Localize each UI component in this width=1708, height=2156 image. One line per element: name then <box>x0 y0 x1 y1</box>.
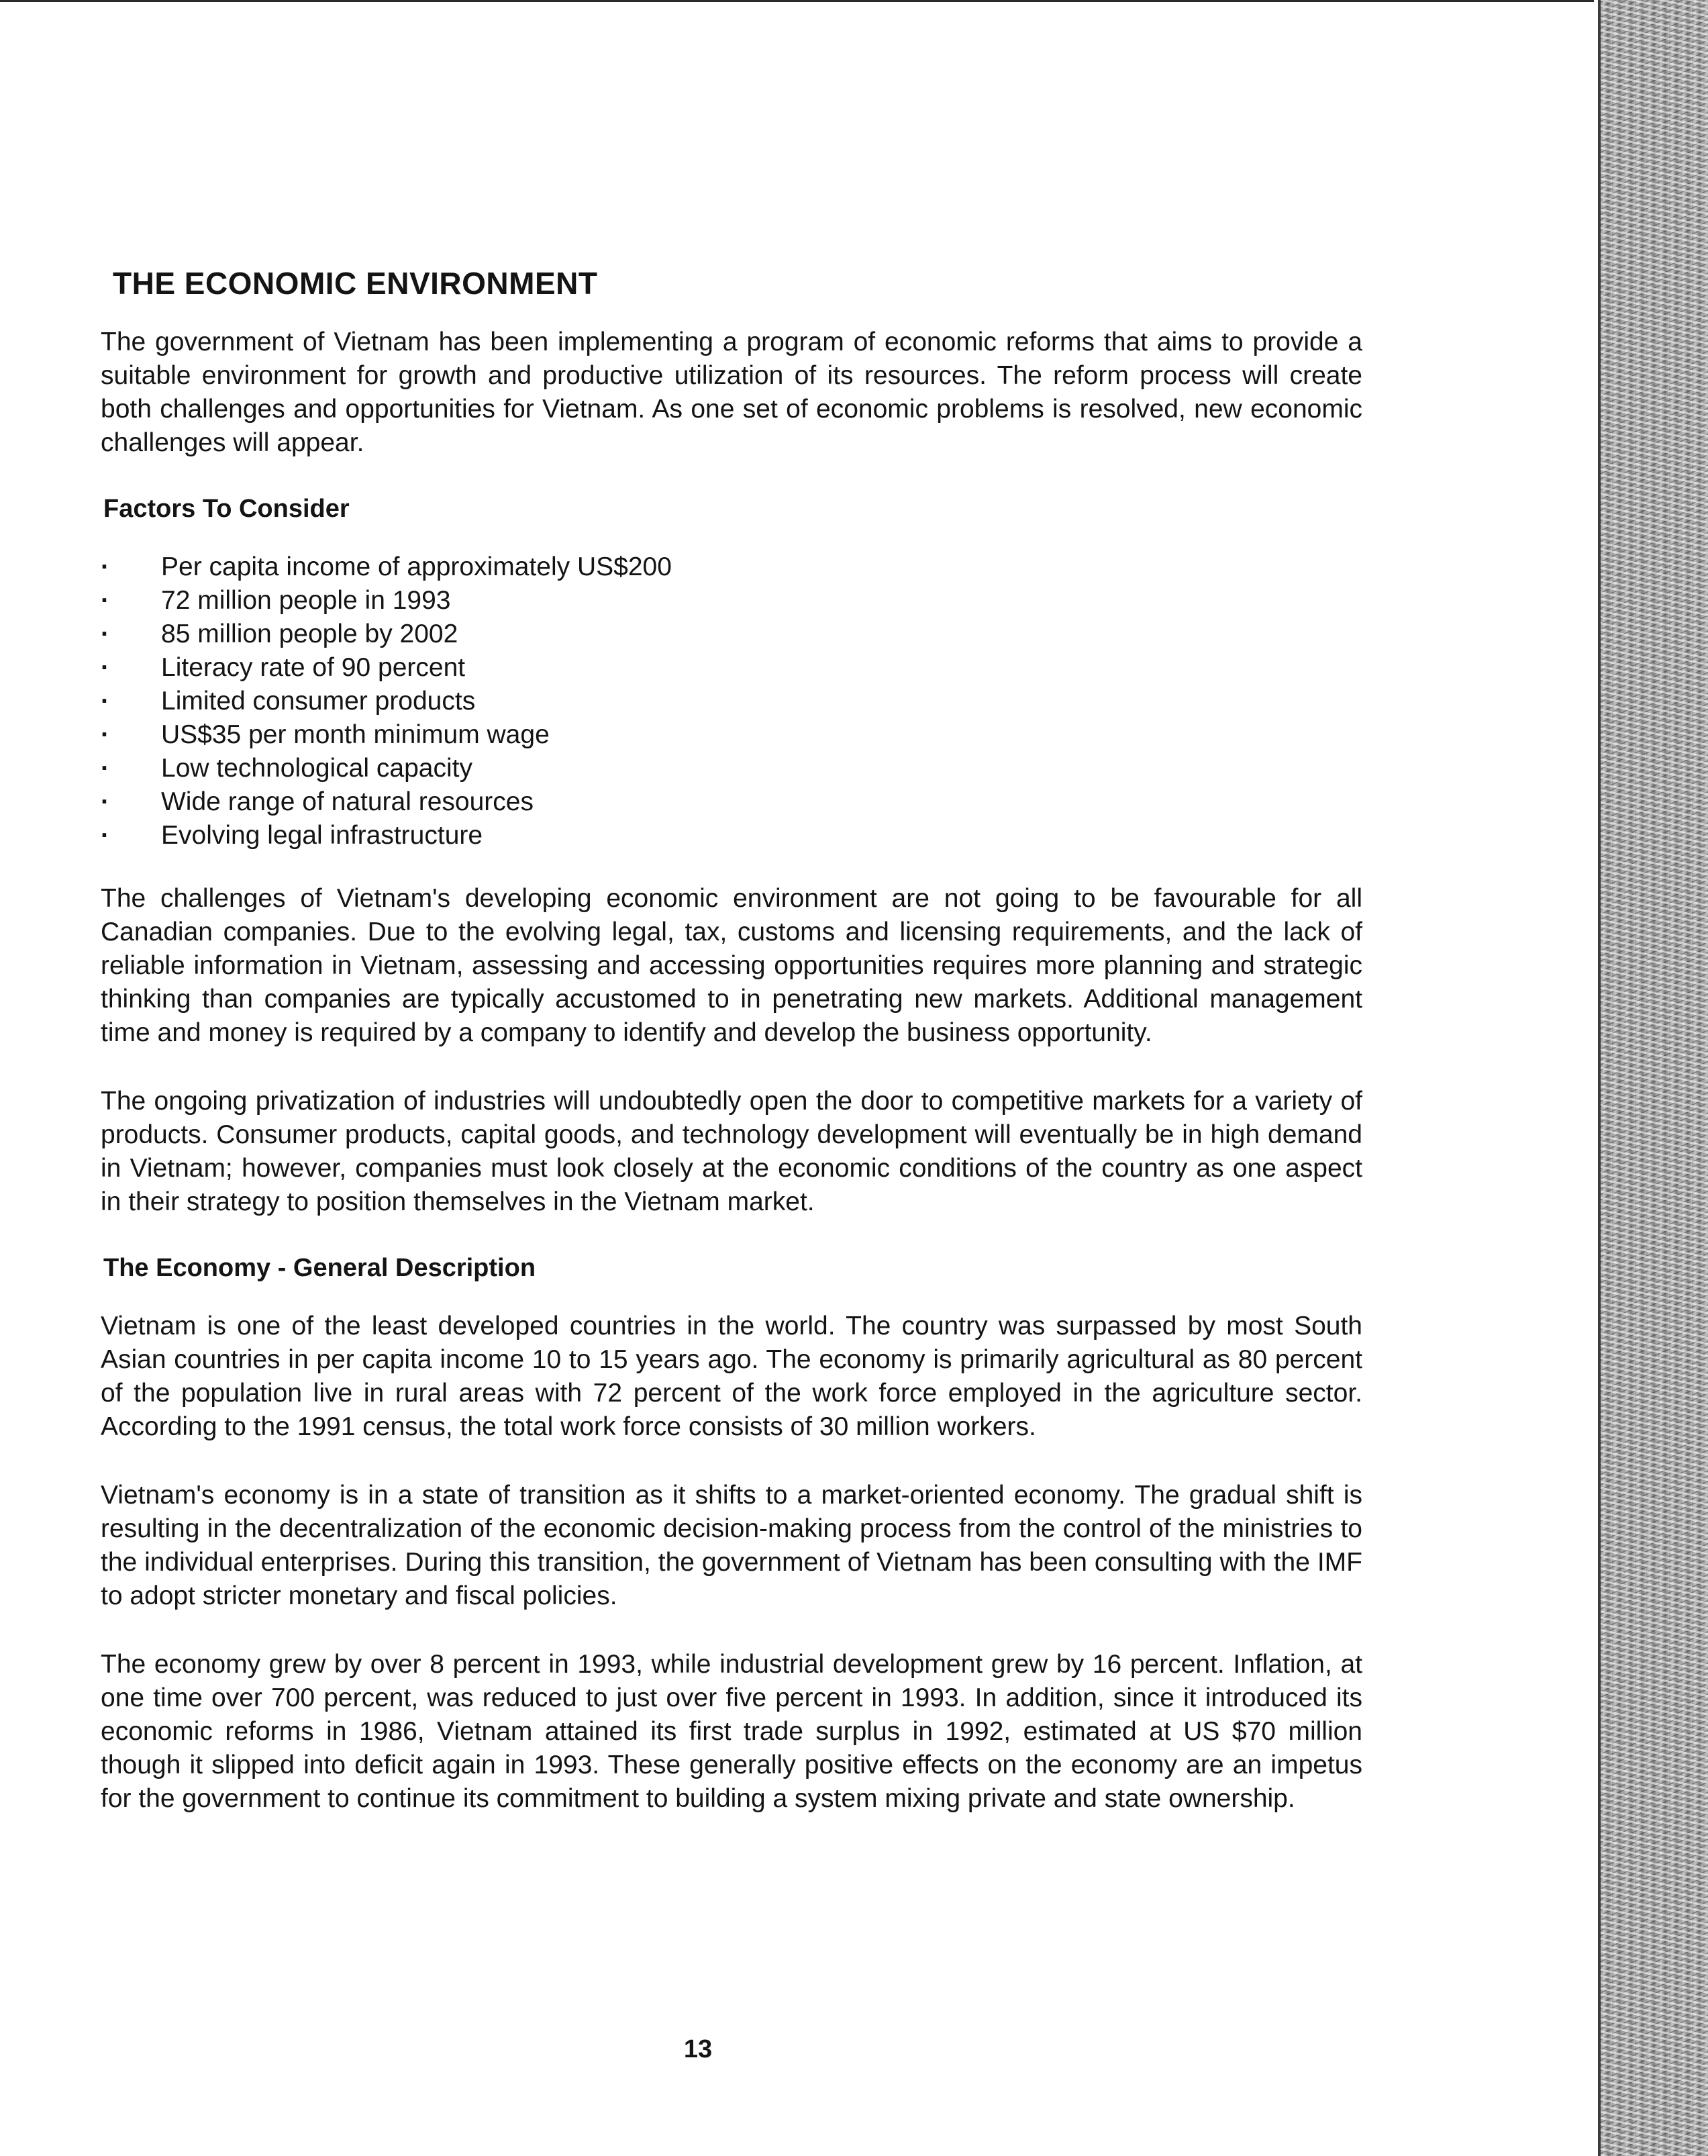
list-item: · US$35 per month minimum wage <box>101 718 1362 752</box>
economy-paragraph-1: Vietnam is one of the least developed countries in the world. The country was surpassed by most South Asian countries in per capita income 10 to 15 years ago. The economy is primarily agricultural as 80 percent of the population live in rural areas with 72 percent of the work force employed in the agriculture sector. According to the 1991 census, the total work force consists of 30 million workers. <box>101 1312 1362 1441</box>
list-item: · Literacy rate of 90 percent <box>101 651 1362 685</box>
list-item: · 85 million people by 2002 <box>101 618 1362 651</box>
list-item: · 72 million people in 1993 <box>101 584 1362 618</box>
list-item: · Low technological capacity <box>101 752 1362 785</box>
economy-paragraph-3: The economy grew by over 8 percent in 1993, while industrial development grew by 16 percent. Inflation, at one time over 700 percent, was reduced to just over five percent in 1993. In addition, since it introduced its economic reforms in 1986, Vietnam attained its first trade surplus in 1992, estimated at US $70 million though it slipped into deficit again in 1993. These generally positive effects on the economy are an impetus for the government to continue its commitment to building a system mixing private and state ownership. <box>101 1650 1362 1813</box>
list-item: · Limited consumer products <box>101 685 1362 718</box>
list-item: · Per capita income of approximately US$200 <box>101 550 1362 584</box>
page-title: THE ECONOMIC ENVIRONMENT <box>113 266 598 301</box>
factors-heading: Factors To Consider <box>103 495 350 523</box>
privatization-paragraph: The ongoing privatization of industries will undoubtedly open the door to competitive markets for a variety of products. Consumer products, capital goods, and technology development will eventually be in high demand in Vietnam; however, companies must look closely at the economic conditions of the country as one aspect in their strategy to position themselves in the Vietnam market. <box>101 1087 1362 1216</box>
economy-heading: The Economy - General Description <box>103 1254 536 1282</box>
top-border-line <box>0 0 1594 2</box>
list-item: · Evolving legal infrastructure <box>101 819 1362 852</box>
page-number: 13 <box>683 2035 713 2063</box>
economy-paragraph-2: Vietnam's economy is in a state of transition as it shifts to a market-oriented economy. The gradual shift is resulting in the decentralization of the economic decision-making process from the control of the ministries to the individual enterprises. During this transition, the government of Vietnam has been consulting with the IMF to adopt stricter monetary and fiscal policies. <box>101 1481 1362 1610</box>
page-content <box>101 265 1362 1851</box>
challenges-paragraph: The challenges of Vietnam's developing economic environment are not going to be favourable for all Canadian companies. Due to the evolving legal, tax, customs and licensing requirements, and the lack of reliable information in Vietnam, assessing and accessing opportunities requires more planning and strategic thinking than companies are typically accustomed to in penetrating new markets. Additional management time and money is required by a company to identify and develop the business opportunity. <box>101 884 1362 1047</box>
factors-list <box>101 550 1362 852</box>
scan-edge-texture <box>1598 0 1708 2156</box>
list-item: · Wide range of natural resources <box>101 785 1362 819</box>
intro-paragraph: The government of Vietnam has been implementing a program of economic reforms that aims to provide a suitable environment for growth and productive utilization of its resources. The reform process will create both challenges and opportunities for Vietnam. As one set of economic problems is resolved, new economic challenges will appear. <box>101 328 1362 457</box>
